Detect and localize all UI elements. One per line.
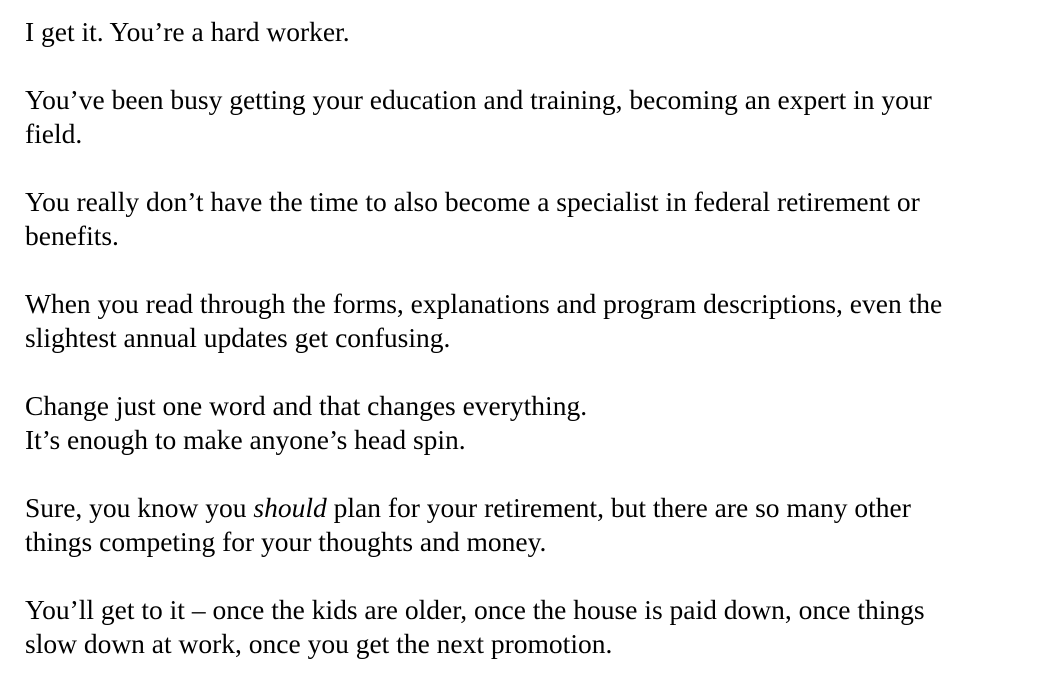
paragraph-line: When you read through the forms, explanations and program descriptions, even the [25,288,943,319]
paragraph-line: Change just one word and that changes everything. [25,390,588,421]
text-run: Sure, you know you [25,492,254,523]
paragraph-line: You’ll get to it – once the kids are older, once the house is paid down, once things [25,594,925,625]
paragraph-line: slow down at work, once you get the next promotion. [25,628,613,659]
paragraph-6 [25,491,1025,559]
paragraph-1 [25,15,1025,49]
paragraph-5 [25,389,1025,457]
text-run: plan for your retirement, but there are so many other [326,492,911,523]
paragraph-line: You really don’t have the time to also become a specialist in federal retirement or [25,186,920,217]
paragraph-line: things competing for your thoughts and money. [25,526,547,557]
paragraph-line: benefits. [25,220,119,251]
paragraph-line: slightest annual updates get confusing. [25,322,451,353]
document-body [25,15,1025,695]
paragraph-7 [25,593,1025,661]
paragraph-line: field. [25,118,83,149]
paragraph-4 [25,287,1025,355]
paragraph-line [25,491,1025,525]
emphasis-text: should [253,492,327,523]
paragraph-2 [25,83,1025,151]
paragraph-3 [25,185,1025,253]
paragraph-line: I get it. You’re a hard worker. [25,16,350,47]
paragraph-line: It’s enough to make anyone’s head spin. [25,424,466,455]
paragraph-line: You’ve been busy getting your education and training, becoming an expert in your [25,84,932,115]
